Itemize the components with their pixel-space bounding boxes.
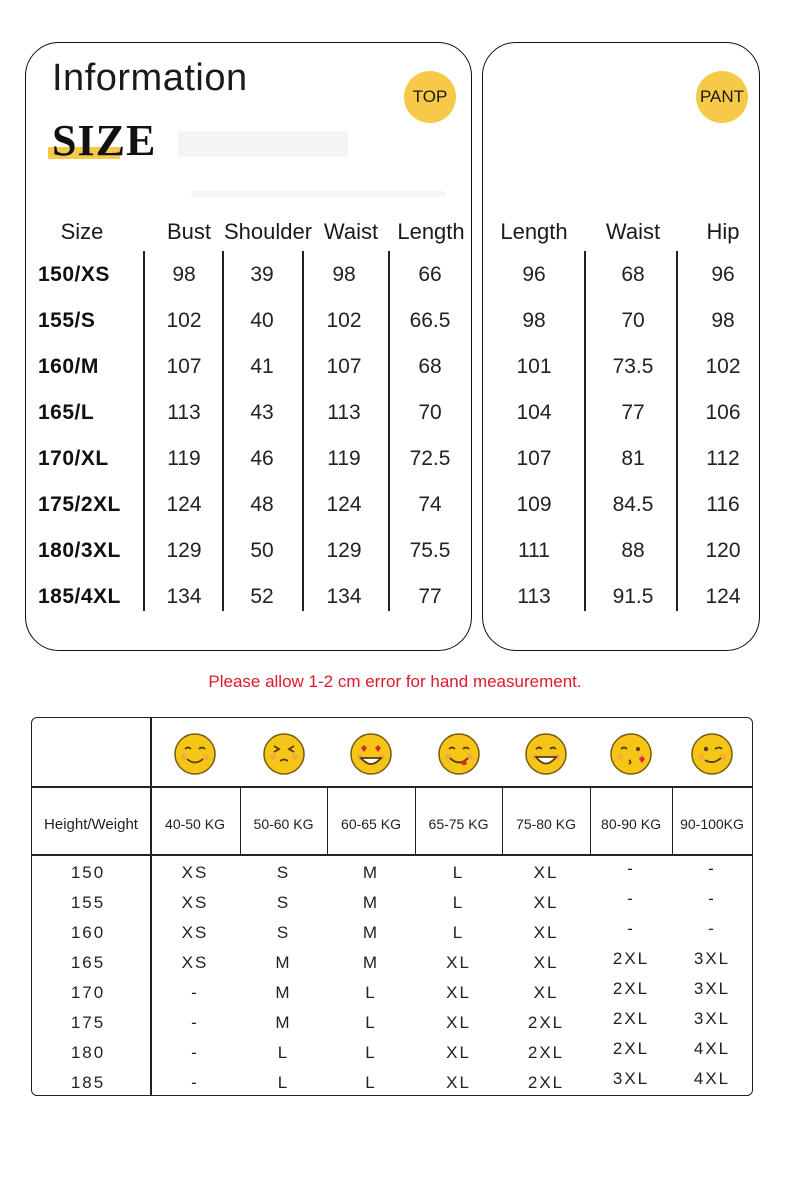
- column-header: Shoulder: [223, 219, 313, 244]
- size-recommendation: XS: [181, 893, 209, 912]
- column-header: Waist: [323, 219, 379, 244]
- table-cell: 129: [326, 539, 362, 562]
- table-cell: 98: [711, 309, 735, 332]
- grinning-face-icon: [524, 732, 568, 776]
- size-heading: [52, 115, 156, 166]
- height-label: 175: [70, 1013, 106, 1032]
- table-cell: 70: [418, 401, 442, 424]
- size-recommendation: XL: [446, 983, 471, 1002]
- table-cell: 52: [250, 585, 274, 608]
- size-label: 170/XL: [38, 447, 109, 470]
- table-cell: 101: [516, 355, 552, 378]
- weight-column-divider: [672, 788, 673, 854]
- size-recommendation: XL: [446, 1013, 471, 1032]
- table-cell: 73.5: [612, 355, 654, 378]
- size-recommendation: -: [191, 1013, 199, 1032]
- size-heading-text: SIZE: [52, 116, 157, 165]
- table-cell: 72.5: [409, 447, 451, 470]
- size-recommendation: S: [276, 863, 291, 882]
- table-cell: 88: [621, 539, 645, 562]
- column-divider: [676, 251, 678, 611]
- size-recommendation: 2XL: [527, 1043, 565, 1062]
- size-recommendation: 4XL: [693, 1069, 731, 1088]
- table-cell: 109: [516, 493, 552, 516]
- table-cell: 119: [167, 447, 201, 470]
- size-recommendation: S: [276, 893, 291, 912]
- table-cell: 96: [711, 263, 735, 286]
- table-cell: 102: [166, 309, 202, 332]
- size-recommendation: 2XL: [612, 1039, 650, 1058]
- size-recommendation: 2XL: [612, 949, 650, 968]
- table-cell: 74: [418, 493, 442, 516]
- size-recommendation: -: [708, 889, 716, 908]
- size-recommendation: XL: [533, 983, 559, 1002]
- size-recommendation: L: [365, 1013, 377, 1032]
- top-badge: TOP: [404, 71, 456, 123]
- height-label: 160: [70, 923, 106, 942]
- table-cell: 98: [332, 263, 356, 286]
- table-cell: 41: [250, 355, 274, 378]
- size-label: 185/4XL: [38, 585, 121, 608]
- weight-header: 60-65 KG: [341, 816, 401, 832]
- weight-header: 40-50 KG: [165, 816, 225, 832]
- table-cell: 43: [250, 401, 274, 424]
- table-cell: 77: [418, 585, 442, 608]
- table-cell: 106: [705, 401, 741, 424]
- column-header: Waist: [605, 219, 661, 244]
- weight-header: 75-80 KG: [516, 816, 576, 832]
- table-cell: 116: [706, 493, 740, 516]
- table-cell: 81: [621, 447, 645, 470]
- table-cell: 98: [172, 263, 196, 286]
- size-recommendation: M: [362, 863, 380, 882]
- height-label: 185: [70, 1073, 106, 1092]
- table-cell: 66: [418, 263, 442, 286]
- table-cell: 107: [326, 355, 362, 378]
- size-label: 175/2XL: [38, 493, 121, 516]
- weight-header: 90-100KG: [680, 816, 744, 832]
- height-weight-label: Height/Weight: [44, 816, 138, 833]
- height-label: 180: [70, 1043, 106, 1062]
- size-label: 160/M: [38, 355, 99, 378]
- size-recommendation: XL: [446, 1043, 471, 1062]
- pant-badge: PANT: [696, 71, 748, 123]
- column-header: Size: [60, 219, 104, 244]
- heart-eyes-face-icon: [349, 732, 393, 776]
- kissing-heart-face-icon: [609, 732, 653, 776]
- weight-column-divider: [415, 788, 416, 854]
- size-recommendation: L: [365, 1073, 377, 1092]
- size-recommendation: -: [191, 1043, 199, 1062]
- table-cell: 120: [705, 539, 741, 562]
- table-cell: 70: [621, 309, 645, 332]
- column-header: Length: [397, 219, 465, 244]
- column-divider: [388, 251, 390, 611]
- table-cell: 68: [418, 355, 442, 378]
- size-recommendation: 4XL: [693, 1039, 731, 1058]
- size-recommendation: 3XL: [693, 979, 731, 998]
- size-label: 150/XS: [38, 263, 110, 286]
- size-recommendation: 3XL: [693, 1009, 731, 1028]
- table-cell: 104: [516, 401, 552, 424]
- size-recommendation: L: [452, 923, 465, 942]
- table-cell: 107: [516, 447, 552, 470]
- size-recommendation: M: [362, 953, 380, 972]
- squinting-face-icon: [262, 732, 306, 776]
- table-cell: 77: [621, 401, 645, 424]
- height-label: 155: [70, 893, 106, 912]
- table-cell: 113: [517, 585, 551, 608]
- emoji-row-divider: [32, 786, 753, 788]
- measurement-note: Please allow 1-2 cm error for hand measurement.: [208, 672, 582, 691]
- size-recommendation: M: [362, 923, 380, 942]
- size-recommendation: -: [191, 1073, 199, 1092]
- size-recommendation: -: [627, 919, 635, 938]
- column-header: Length: [500, 219, 568, 244]
- yum-face-icon: [437, 732, 481, 776]
- faded-watermark-line: [191, 191, 446, 197]
- table-cell: 124: [705, 585, 741, 608]
- column-header: Bust: [166, 219, 212, 244]
- table-cell: 66.5: [409, 309, 451, 332]
- column-header: Hip: [706, 219, 740, 244]
- faded-watermark: [178, 131, 348, 157]
- weight-column-divider: [327, 788, 328, 854]
- size-recommendation: XL: [446, 953, 471, 972]
- table-cell: 91.5: [612, 585, 654, 608]
- size-recommendation: L: [365, 983, 377, 1002]
- size-recommendation: M: [275, 983, 292, 1002]
- height-label: 165: [70, 953, 106, 972]
- weight-column-divider: [240, 788, 241, 854]
- size-recommendation: XL: [533, 923, 559, 942]
- size-recommendation: M: [362, 893, 380, 912]
- table-cell: 84.5: [612, 493, 654, 516]
- size-recommendation: 2XL: [527, 1073, 565, 1092]
- size-recommendation: XS: [181, 953, 209, 972]
- size-recommendation: XL: [533, 893, 559, 912]
- size-recommendation: L: [452, 893, 465, 912]
- table-cell: 119: [327, 447, 361, 470]
- top-size-panel: [25, 42, 472, 651]
- table-cell: 39: [250, 263, 274, 286]
- height-weight-table: [31, 717, 753, 1096]
- size-recommendation: XL: [533, 863, 559, 882]
- size-recommendation: L: [365, 1043, 377, 1062]
- table-cell: 124: [326, 493, 362, 516]
- weight-header: 65-75 KG: [428, 816, 489, 832]
- table-cell: 98: [522, 309, 546, 332]
- size-label: 180/3XL: [38, 539, 121, 562]
- column-divider: [222, 251, 224, 611]
- column-divider: [143, 251, 145, 611]
- winking-face-icon: [690, 732, 734, 776]
- size-recommendation: -: [627, 859, 635, 878]
- size-recommendation: -: [708, 859, 716, 878]
- size-recommendation: L: [277, 1043, 290, 1062]
- size-recommendation: S: [276, 923, 291, 942]
- size-recommendation: -: [708, 919, 716, 938]
- table-cell: 107: [166, 355, 202, 378]
- table-cell: 113: [327, 401, 361, 424]
- table-cell: 134: [166, 585, 202, 608]
- table-cell: 102: [705, 355, 741, 378]
- size-recommendation: M: [275, 1013, 292, 1032]
- table-cell: 46: [250, 447, 274, 470]
- size-recommendation: 2XL: [612, 979, 650, 998]
- size-recommendation: 2XL: [612, 1009, 650, 1028]
- weight-column-divider: [502, 788, 503, 854]
- size-recommendation: XS: [181, 923, 209, 942]
- size-recommendation: XL: [446, 1073, 471, 1092]
- table-cell: 112: [706, 447, 740, 470]
- size-recommendation: L: [452, 863, 465, 882]
- table-cell: 96: [522, 263, 546, 286]
- weight-header: 80-90 KG: [601, 816, 661, 832]
- table-cell: 134: [326, 585, 362, 608]
- pant-size-panel: [482, 42, 760, 651]
- table-cell: 113: [167, 401, 201, 424]
- table-cell: 102: [326, 309, 362, 332]
- table-cell: 68: [621, 263, 645, 286]
- table-cell: 75.5: [409, 539, 451, 562]
- weight-row-divider: [32, 854, 752, 856]
- table-cell: 48: [250, 493, 274, 516]
- size-recommendation: 2XL: [527, 1013, 565, 1032]
- size-recommendation: L: [277, 1073, 290, 1092]
- table-cell: 124: [166, 493, 202, 516]
- column-divider: [584, 251, 586, 611]
- size-recommendation: M: [275, 953, 292, 972]
- weight-column-divider: [590, 788, 591, 854]
- table-cell: 50: [250, 539, 274, 562]
- height-label: 150: [70, 863, 106, 882]
- weight-header: 50-60 KG: [253, 816, 314, 832]
- table-cell: 111: [518, 539, 550, 562]
- table-cell: 40: [250, 309, 274, 332]
- size-label: 155/S: [38, 309, 96, 332]
- column-divider: [302, 251, 304, 611]
- header-divider: [150, 718, 152, 1096]
- size-recommendation: XS: [181, 863, 209, 882]
- size-recommendation: 3XL: [693, 949, 731, 968]
- information-title: Information: [52, 57, 248, 99]
- size-recommendation: 3XL: [612, 1069, 650, 1088]
- table-cell: 129: [166, 539, 202, 562]
- size-recommendation: XL: [533, 953, 559, 972]
- size-recommendation: -: [627, 889, 635, 908]
- size-label: 165/L: [38, 401, 95, 424]
- size-recommendation: -: [191, 983, 199, 1002]
- smiling-face-icon: [173, 732, 217, 776]
- height-label: 170: [70, 983, 106, 1002]
